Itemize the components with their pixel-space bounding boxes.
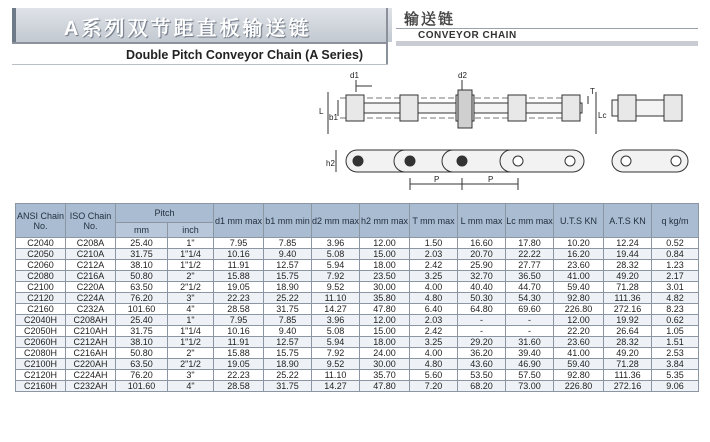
cell-d2: 3.96: [312, 315, 360, 326]
header-l: L mm max: [458, 204, 506, 238]
label-b1: b1: [329, 113, 338, 122]
cell-pitch-mm: 76.20: [116, 370, 168, 381]
header-lc: Lc mm max: [506, 204, 554, 238]
cell-ansi: C2080: [16, 271, 66, 282]
cell-d2: 9.52: [312, 282, 360, 293]
cell-uts: 12.00: [554, 315, 604, 326]
table-row: [16, 260, 699, 271]
cell-lc: 31.60: [506, 337, 554, 348]
label-P2: P: [488, 175, 494, 184]
cell-q: 2.53: [652, 348, 699, 359]
label-Lc: Lc: [598, 111, 607, 120]
cell-d2: 7.92: [312, 271, 360, 282]
cell-iso: C212A: [66, 260, 116, 271]
table-row: [16, 304, 699, 315]
cell-ats: 19.44: [604, 249, 652, 260]
cell-lc: 73.00: [506, 381, 554, 392]
cell-t: 5.60: [410, 370, 458, 381]
label-T: T: [590, 87, 595, 96]
cell-q: 1.23: [652, 260, 699, 271]
cell-ats: 71.28: [604, 359, 652, 370]
cell-d1: 10.16: [214, 249, 264, 260]
cell-pitch-mm: 38.10: [116, 260, 168, 271]
cell-d1: 22.23: [214, 293, 264, 304]
cell-pitch-inch: 1"1/4: [168, 249, 214, 260]
cell-lc: 27.77: [506, 260, 554, 271]
cell-l: 68.20: [458, 381, 506, 392]
cell-q: 1.51: [652, 337, 699, 348]
cell-ansi: C2100: [16, 282, 66, 293]
cell-b1: 25.22: [264, 293, 312, 304]
header-q: q kg/m: [652, 204, 699, 238]
cell-q: 3.01: [652, 282, 699, 293]
table-row: [16, 381, 699, 392]
cell-ansi: C2160H: [16, 381, 66, 392]
cell-b1: 9.40: [264, 326, 312, 337]
table-row: [16, 282, 699, 293]
cell-iso: C210A: [66, 249, 116, 260]
cell-iso: C212AH: [66, 337, 116, 348]
cell-d1: 15.88: [214, 348, 264, 359]
cell-h2: 35.80: [360, 293, 410, 304]
table-row: [16, 337, 699, 348]
cell-uts: 41.00: [554, 271, 604, 282]
cell-pitch-inch: 1"1/4: [168, 326, 214, 337]
cell-b1: 12.57: [264, 260, 312, 271]
cell-t: 2.42: [410, 260, 458, 271]
cell-pitch-inch: 1": [168, 315, 214, 326]
cell-uts: 59.40: [554, 282, 604, 293]
cell-t: 4.00: [410, 348, 458, 359]
cell-b1: 31.75: [264, 381, 312, 392]
header-ansi: ANSI Chain No.: [16, 204, 66, 238]
cell-iso: C216A: [66, 271, 116, 282]
cell-h2: 24.00: [360, 348, 410, 359]
cell-d1: 11.91: [214, 260, 264, 271]
cell-pitch-inch: 1": [168, 238, 214, 249]
cell-ansi: C2100H: [16, 359, 66, 370]
cell-l: 64.80: [458, 304, 506, 315]
cell-ats: 28.32: [604, 337, 652, 348]
cell-l: 43.60: [458, 359, 506, 370]
cell-t: 4.80: [410, 293, 458, 304]
cell-iso: C208A: [66, 238, 116, 249]
cell-uts: 23.60: [554, 337, 604, 348]
cell-ats: 49.20: [604, 348, 652, 359]
header-t: T mm max: [410, 204, 458, 238]
label-d2: d2: [458, 71, 467, 80]
cell-ansi: C2050H: [16, 326, 66, 337]
cell-ats: 19.92: [604, 315, 652, 326]
header-uts: U.T.S KN: [554, 204, 604, 238]
cell-pitch-inch: 1"1/2: [168, 260, 214, 271]
cell-h2: 23.50: [360, 271, 410, 282]
cell-d1: 19.05: [214, 359, 264, 370]
header-pitch-mm: mm: [116, 223, 168, 238]
cell-pitch-mm: 50.80: [116, 348, 168, 359]
cell-pitch-mm: 31.75: [116, 326, 168, 337]
header-h2: h2 mm max: [360, 204, 410, 238]
cell-d2: 5.08: [312, 249, 360, 260]
cell-lc: 44.70: [506, 282, 554, 293]
cell-q: 4.82: [652, 293, 699, 304]
cell-lc: 69.60: [506, 304, 554, 315]
cell-h2: 18.00: [360, 260, 410, 271]
spec-table: [15, 203, 699, 392]
category-title-cn: 输送链: [404, 11, 456, 28]
cell-h2: 15.00: [360, 326, 410, 337]
cell-l: 36.20: [458, 348, 506, 359]
cell-lc: 46.90: [506, 359, 554, 370]
table-row: [16, 359, 699, 370]
header-iso: ISO Chain No.: [66, 204, 116, 238]
cell-lc: 57.50: [506, 370, 554, 381]
cell-b1: 18.90: [264, 359, 312, 370]
cell-pitch-inch: 2": [168, 348, 214, 359]
cell-b1: 7.85: [264, 238, 312, 249]
cell-l: 53.50: [458, 370, 506, 381]
cell-l: 25.90: [458, 260, 506, 271]
cell-pitch-mm: 31.75: [116, 249, 168, 260]
cell-pitch-mm: 50.80: [116, 271, 168, 282]
cell-iso: C208AH: [66, 315, 116, 326]
cell-b1: 18.90: [264, 282, 312, 293]
cell-t: 3.25: [410, 271, 458, 282]
table-row: [16, 315, 699, 326]
cell-q: 3.84: [652, 359, 699, 370]
cell-iso: C216AH: [66, 348, 116, 359]
cell-pitch-inch: 4": [168, 381, 214, 392]
cell-d2: 14.27: [312, 381, 360, 392]
cell-pitch-inch: 2"1/2: [168, 282, 214, 293]
cell-uts: 22.20: [554, 326, 604, 337]
cell-t: 7.20: [410, 381, 458, 392]
cell-lc: -: [506, 315, 554, 326]
cell-uts: 23.60: [554, 260, 604, 271]
cell-l: 29.20: [458, 337, 506, 348]
cell-h2: 12.00: [360, 315, 410, 326]
cell-t: 2.03: [410, 249, 458, 260]
table-row: [16, 370, 699, 381]
cell-h2: 30.00: [360, 282, 410, 293]
cell-h2: 47.80: [360, 304, 410, 315]
cell-ats: 111.36: [604, 370, 652, 381]
cell-uts: 226.80: [554, 304, 604, 315]
label-d1: d1: [350, 71, 359, 80]
cell-d2: 11.10: [312, 293, 360, 304]
cell-pitch-inch: 3": [168, 293, 214, 304]
label-h2: h2: [326, 159, 335, 168]
cell-t: 1.50: [410, 238, 458, 249]
cell-d1: 10.16: [214, 326, 264, 337]
cell-iso: C232A: [66, 304, 116, 315]
cell-d2: 5.08: [312, 326, 360, 337]
cell-l: -: [458, 315, 506, 326]
cell-l: -: [458, 326, 506, 337]
cell-pitch-mm: 101.60: [116, 381, 168, 392]
cell-d1: 22.23: [214, 370, 264, 381]
cell-pitch-mm: 38.10: [116, 337, 168, 348]
cell-d1: 11.91: [214, 337, 264, 348]
cell-ansi: C2060H: [16, 337, 66, 348]
cell-d2: 5.94: [312, 260, 360, 271]
cell-d1: 7.95: [214, 238, 264, 249]
cell-iso: C220AH: [66, 359, 116, 370]
page-title-en: Double Pitch Conveyor Chain (A Series): [126, 48, 364, 62]
table-row: [16, 238, 699, 249]
label-P1: P: [434, 175, 440, 184]
page-title-cn: A系列双节距直板输送链: [64, 18, 312, 40]
table-row: [16, 271, 699, 282]
cell-b1: 12.57: [264, 337, 312, 348]
table-row: [16, 348, 699, 359]
header-pitch: Pitch: [116, 204, 214, 223]
cell-lc: -: [506, 326, 554, 337]
cell-ats: 12.24: [604, 238, 652, 249]
cell-l: 32.70: [458, 271, 506, 282]
cell-ansi: C2120H: [16, 370, 66, 381]
cell-ats: 272.16: [604, 381, 652, 392]
cell-ats: 28.32: [604, 260, 652, 271]
cell-h2: 12.00: [360, 238, 410, 249]
cell-q: 0.52: [652, 238, 699, 249]
cell-iso: C224A: [66, 293, 116, 304]
cell-d1: 28.58: [214, 304, 264, 315]
cell-q: 8.23: [652, 304, 699, 315]
cell-uts: 10.20: [554, 238, 604, 249]
cell-ats: 49.20: [604, 271, 652, 282]
chain-drawing: [0, 0, 710, 200]
cell-b1: 15.75: [264, 348, 312, 359]
cell-iso: C210AH: [66, 326, 116, 337]
cell-ats: 272.16: [604, 304, 652, 315]
cell-q: 9.06: [652, 381, 699, 392]
header-b1: b1 mm min: [264, 204, 312, 238]
cell-h2: 30.00: [360, 359, 410, 370]
cell-uts: 16.20: [554, 249, 604, 260]
cell-d1: 7.95: [214, 315, 264, 326]
cell-ats: 111.36: [604, 293, 652, 304]
cell-uts: 92.80: [554, 370, 604, 381]
cell-t: 3.25: [410, 337, 458, 348]
cell-h2: 47.80: [360, 381, 410, 392]
table-row: [16, 293, 699, 304]
cell-b1: 25.22: [264, 370, 312, 381]
table-row: [16, 326, 699, 337]
cell-pitch-inch: 2"1/2: [168, 359, 214, 370]
cell-d2: 11.10: [312, 370, 360, 381]
cell-q: 0.62: [652, 315, 699, 326]
cell-iso: C232AH: [66, 381, 116, 392]
cell-uts: 41.00: [554, 348, 604, 359]
cell-ansi: C2040: [16, 238, 66, 249]
cell-pitch-mm: 25.40: [116, 238, 168, 249]
cell-pitch-mm: 76.20: [116, 293, 168, 304]
label-L: L: [319, 107, 324, 116]
cell-pitch-mm: 101.60: [116, 304, 168, 315]
cell-l: 16.60: [458, 238, 506, 249]
cell-q: 1.05: [652, 326, 699, 337]
cell-l: 20.70: [458, 249, 506, 260]
cell-h2: 35.70: [360, 370, 410, 381]
cell-d2: 5.94: [312, 337, 360, 348]
cell-pitch-inch: 3": [168, 370, 214, 381]
cell-q: 0.84: [652, 249, 699, 260]
cell-d2: 14.27: [312, 304, 360, 315]
cell-b1: 15.75: [264, 271, 312, 282]
cell-pitch-inch: 2": [168, 271, 214, 282]
header-d1: d1 mm max: [214, 204, 264, 238]
cell-d2: 3.96: [312, 238, 360, 249]
cell-pitch-mm: 63.50: [116, 282, 168, 293]
cell-d1: 19.05: [214, 282, 264, 293]
cell-lc: 39.40: [506, 348, 554, 359]
cell-uts: 92.80: [554, 293, 604, 304]
header-d2: d2 mm max: [312, 204, 360, 238]
cell-ansi: C2120: [16, 293, 66, 304]
cell-pitch-inch: 1"1/2: [168, 337, 214, 348]
spec-table-body: [16, 238, 699, 392]
cell-ansi: C2040H: [16, 315, 66, 326]
cell-b1: 7.85: [264, 315, 312, 326]
cell-iso: C220A: [66, 282, 116, 293]
cell-lc: 17.80: [506, 238, 554, 249]
table-row: [16, 249, 699, 260]
cell-uts: 226.80: [554, 381, 604, 392]
cell-b1: 31.75: [264, 304, 312, 315]
cell-t: 2.42: [410, 326, 458, 337]
cell-ansi: C2050: [16, 249, 66, 260]
cell-q: 5.35: [652, 370, 699, 381]
cell-ats: 26.64: [604, 326, 652, 337]
cell-l: 50.30: [458, 293, 506, 304]
cell-lc: 22.22: [506, 249, 554, 260]
cell-ats: 71.28: [604, 282, 652, 293]
cell-iso: C224AH: [66, 370, 116, 381]
cell-t: 4.00: [410, 282, 458, 293]
cell-ansi: C2160: [16, 304, 66, 315]
header-pitch-inch: inch: [168, 223, 214, 238]
category-title-en: CONVEYOR CHAIN: [418, 30, 517, 41]
cell-ansi: C2080H: [16, 348, 66, 359]
cell-uts: 59.40: [554, 359, 604, 370]
cell-d2: 7.92: [312, 348, 360, 359]
header-ats: A.T.S KN: [604, 204, 652, 238]
cell-l: 40.40: [458, 282, 506, 293]
cell-pitch-inch: 4": [168, 304, 214, 315]
cell-pitch-mm: 63.50: [116, 359, 168, 370]
cell-t: 6.40: [410, 304, 458, 315]
cell-d2: 9.52: [312, 359, 360, 370]
cell-t: 4.80: [410, 359, 458, 370]
cell-t: 2.03: [410, 315, 458, 326]
cell-d1: 15.88: [214, 271, 264, 282]
cell-d1: 28.58: [214, 381, 264, 392]
cell-b1: 9.40: [264, 249, 312, 260]
cell-ansi: C2060: [16, 260, 66, 271]
cell-pitch-mm: 25.40: [116, 315, 168, 326]
cell-lc: 36.50: [506, 271, 554, 282]
cell-h2: 18.00: [360, 337, 410, 348]
cell-lc: 54.30: [506, 293, 554, 304]
cell-h2: 15.00: [360, 249, 410, 260]
cell-q: 2.17: [652, 271, 699, 282]
